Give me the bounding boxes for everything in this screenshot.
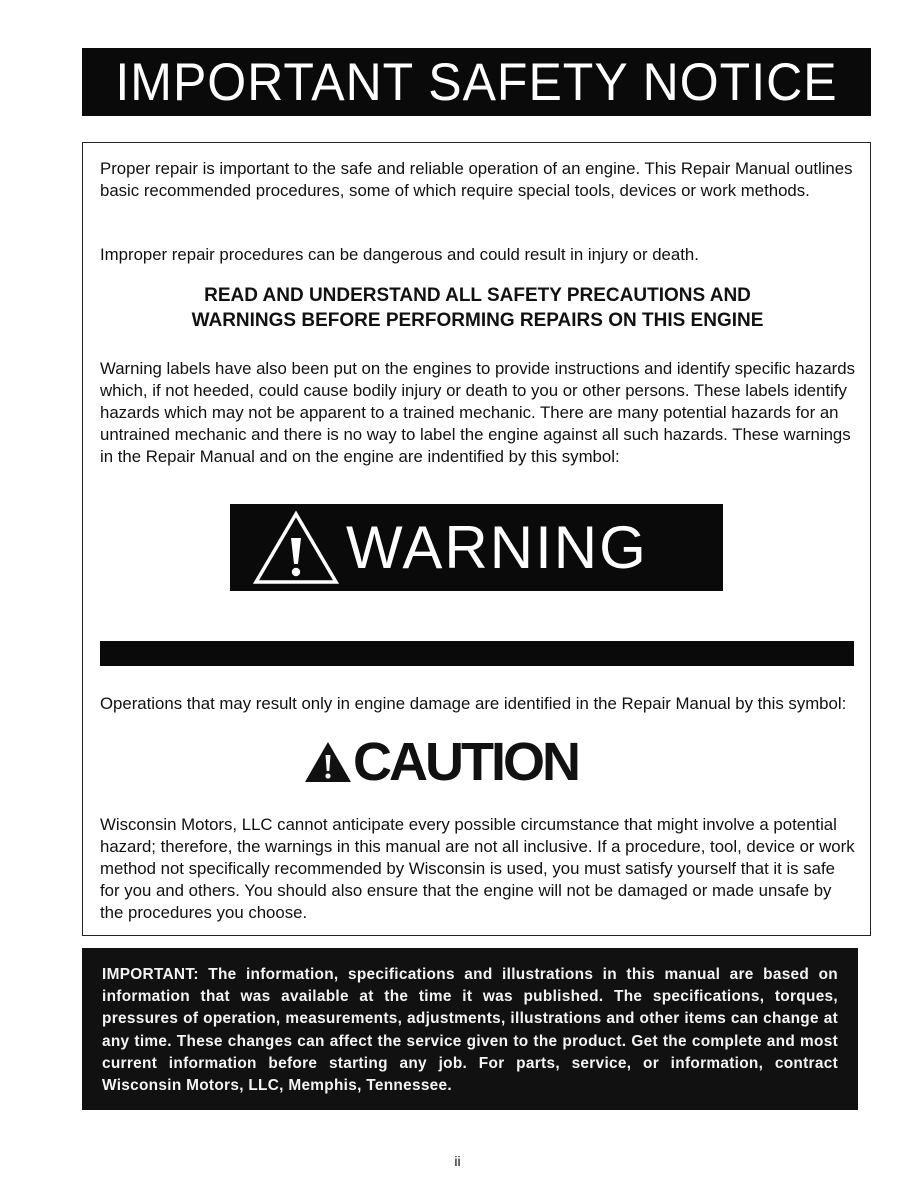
warning-label-text: WARNING — [346, 513, 648, 581]
danger-paragraph: Improper repair procedures can be dangerous and could result in injury or death. — [100, 245, 699, 264]
safety-notice-box — [82, 142, 871, 936]
page-title: IMPORTANT SAFETY NOTICE — [115, 52, 838, 112]
safety-heading-line-1: READ AND UNDERSTAND ALL SAFETY PRECAUTIONS AND — [204, 285, 751, 306]
title-banner — [82, 48, 871, 116]
warning-triangle-icon — [252, 510, 340, 586]
warning-symbol — [230, 504, 723, 591]
engine-damage-paragraph: Operations that may result only in engine damage are identified in the Repair Manual by this symbol: — [100, 694, 847, 713]
black-divider-bar — [100, 641, 854, 666]
disclaimer-paragraph: Wisconsin Motors, LLC cannot anticipate every possible circumstance that might involve a potential hazard; therefore, the warnings in this manual are not all inclusive. If a procedure, tool, device or work method not specifically recommended by Wisconsin is used, you must satisfy yourself that it is safe for you and others. You should also ensure that the engine will not be damaged or made unsafe by the procedures you choose. — [100, 815, 855, 922]
caution-label-text: CAUTION — [353, 732, 578, 792]
safety-heading-line-2: WARNINGS BEFORE PERFORMING REPAIRS ON THIS ENGINE — [191, 310, 764, 331]
caution-symbol — [303, 733, 643, 791]
intro-paragraph: Proper repair is important to the safe and reliable operation of an engine. This Repair Manual outlines basic recommended procedures, some of which require special tools, devices or work methods. — [100, 159, 853, 200]
important-info-box — [82, 948, 858, 1110]
safety-heading — [83, 283, 872, 333]
warning-labels-paragraph: Warning labels have also been put on the engines to provide instructions and identify specific hazards which, if not heeded, could cause bodily injury or death to you or other persons. These labels identify hazards which may not be apparent to a trained mechanic. There are many potential hazards for an untrained mechanic and there is no way to label the engine against all such hazards. These warnings in the Repair Manual and on the engine are indentified by this symbol: — [100, 359, 855, 466]
caution-triangle-icon — [303, 740, 353, 784]
page-number: ii — [454, 1153, 461, 1169]
important-info-text: IMPORTANT: The information, specifications and illustrations in this manual are based on information that was available at the time it was published. The specifications, torques, pressures of operation, measurements, adjustments, illustrations and other items can change at any time. These changes can affect the service given to the product. Get the complete and most current information before starting any job. For parts, service, or information, contract Wisconsin Motors, LLC, Memphis, Tennessee. — [102, 966, 838, 1095]
